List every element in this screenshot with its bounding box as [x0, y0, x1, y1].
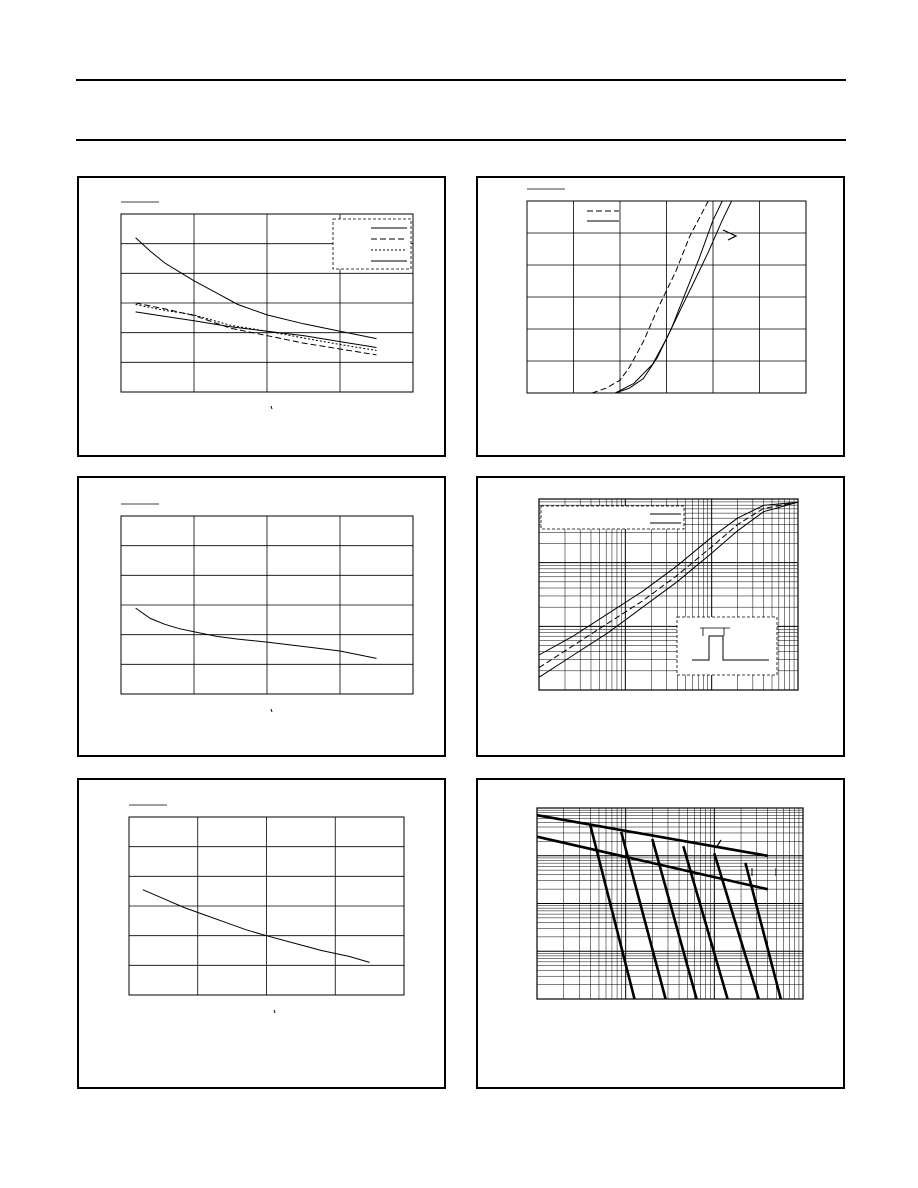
- figure-panel-right-2: [476, 476, 845, 757]
- axis-label-stub: [271, 406, 272, 409]
- chart-right-3: [478, 780, 843, 1087]
- series-line-3: [590, 825, 634, 999]
- chart-right-2: [478, 478, 843, 755]
- series-line-8: [745, 863, 780, 999]
- axis-label-stub: [271, 709, 272, 712]
- figure-panel-left-1: [77, 176, 446, 457]
- figure-panel-left-2: [77, 476, 446, 757]
- figure-panel-left-3: [77, 778, 446, 1089]
- chart-left-3: [79, 780, 444, 1087]
- arrow-icon: [723, 230, 736, 240]
- axis-label-stub: [274, 1010, 275, 1013]
- chart-left-2: [79, 478, 444, 755]
- header-rule-bottom: [76, 139, 846, 141]
- header-rule-top: [76, 79, 846, 81]
- figure-panel-right-1: [476, 176, 845, 457]
- pulse-inset: [677, 617, 777, 675]
- chart-left-1: [79, 178, 444, 455]
- chart-right-1: [478, 178, 843, 455]
- figure-panel-right-3: [476, 778, 845, 1089]
- legend-box: [541, 506, 684, 529]
